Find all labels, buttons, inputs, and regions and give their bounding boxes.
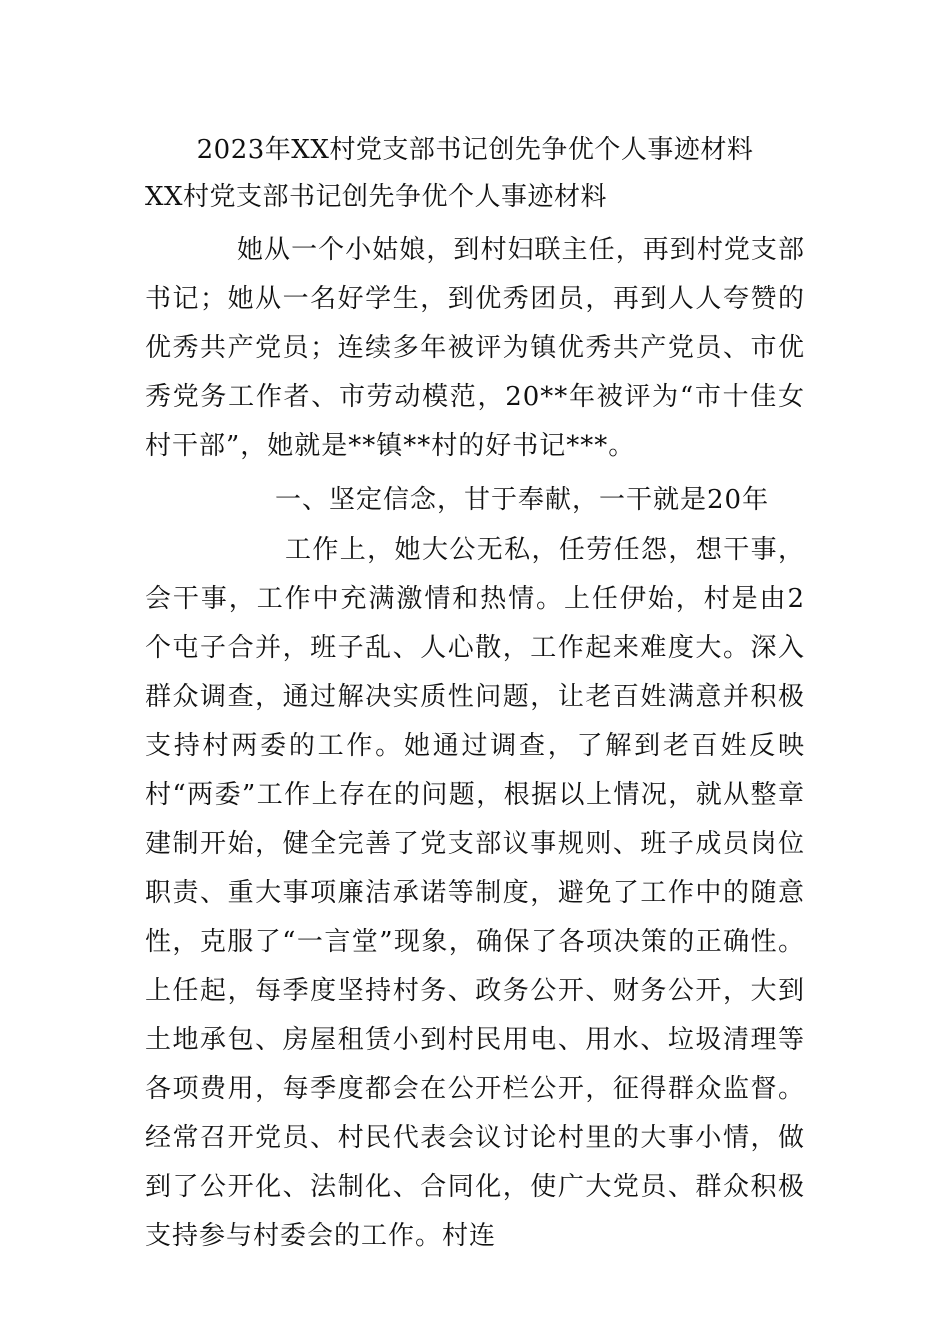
document-title [0, 130, 950, 170]
document-title-text: 2023年XX村党支部书记创先争优个人事迹材料 [196, 135, 754, 165]
section-heading: 一、坚定信念，甘于奉献，一干就是20年 [275, 485, 770, 515]
work-paragraph: 工作上，她大公无私，任劳任怨，想干事，会干事，工作中充满激情和热情。上任伊始，村是由2个屯子合并，班子乱、人心散，工作起来难度大。深入群众调查，通过解决实质性问题，让老百姓满意并积极支持村两委的工作。她通过调查，了解到老百姓反映村“两委”工作上存在的问题，根据以上情况，就从整章建制开始，健全完善了党支部议事规则、班子成员岗位职责、重大事项廉洁承诺等制度，避免了工作中的随意性，克服了“一言堂”现象，确保了各项决策的正确性。上任起，每季度坚持村务、政务公开、财务公开，大到土地承包、房屋租赁小到村民用电、用水、垃圾清理等各项费用，每季度都会在公开栏公开，征得群众监督。经常召开党员、村民代表会议讨论村里的大事小情，做到了公开化、法制化、合同化，使广大党员、群众积极支持参与村委会的工作。村连 [145, 535, 805, 1251]
document-subtitle: XX村党支部书记创先争优个人事迹材料 [145, 182, 608, 212]
intro-paragraph: 她从一个小姑娘，到村妇联主任，再到村党支部书记；她从一名好学生，到优秀团员，再到人人夸赞的优秀共产党员；连续多年被评为镇优秀共产党员、市优秀党务工作者、市劳动模范，20**年被评为“市十佳女村干部”，她就是**镇**村的好书记***。 [145, 235, 805, 461]
